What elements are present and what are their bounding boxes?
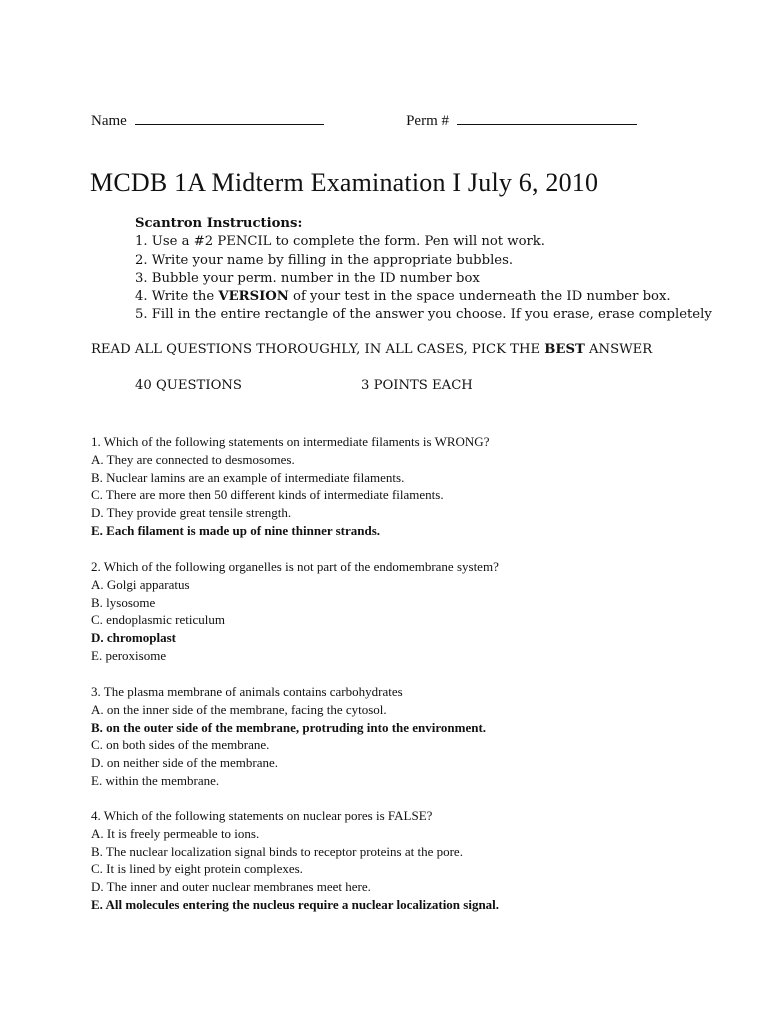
answer-option-correct: E. All molecules entering the nucleus require a nuclear localization signal.: [91, 896, 500, 912]
answer-option: D. The inner and outer nuclear membranes meet here.: [91, 879, 371, 895]
answer-option: A. on the inner side of the membrane, facing the cytosol.: [91, 701, 387, 717]
answer-option: E. within the membrane.: [91, 772, 220, 788]
answer-option: C. endoplasmic reticulum: [91, 612, 225, 628]
instruction-item: 3. Bubble your perm. number in the ID number box: [135, 270, 480, 286]
answer-option: A. They are connected to desmosomes.: [91, 451, 295, 467]
answer-option: B. Nuclear lamins are an example of intermediate filaments.: [91, 469, 405, 485]
question-1: [91, 433, 489, 540]
answer-option-correct: D. chromoplast: [91, 630, 176, 646]
question-stem: 4. Which of the following statements on nuclear pores is FALSE?: [91, 808, 433, 823]
name-blank: [135, 110, 324, 125]
instruction-item: 1. Use a #2 PENCIL to complete the form. Pen will not work.: [135, 234, 545, 250]
instruction-item: 4. Write the VERSION of your test in the space underneath the ID number box.: [135, 289, 671, 305]
answer-option: E. peroxisome: [91, 647, 167, 663]
question-3: [91, 683, 486, 790]
answer-option: D. They provide great tensile strength.: [91, 505, 292, 521]
points-each: 3 POINTS EACH: [361, 378, 473, 393]
question-stem: 2. Which of the following organelles is not part of the endomembrane system?: [91, 559, 499, 574]
question-count: 40 QUESTIONS: [135, 378, 242, 393]
answer-option: B. lysosome: [91, 594, 156, 610]
answer-option: D. on neither side of the membrane.: [91, 755, 278, 771]
question-counts: [135, 378, 473, 393]
instruction-item: 2. Write your name by filling in the appropriate bubbles.: [135, 252, 514, 268]
instructions-heading: Scantron Instructions:: [135, 216, 303, 231]
answer-option-correct: E. Each filament is made up of nine thinner strands.: [91, 522, 381, 538]
perm-blank: [457, 110, 637, 125]
header-fields: [91, 110, 637, 130]
perm-label: Perm #: [406, 113, 449, 129]
question-stem: 3. The plasma membrane of animals contains carbohydrates: [91, 684, 403, 699]
answer-option: C. It is lined by eight protein complexes.: [91, 861, 303, 877]
question-4: [91, 807, 499, 914]
page-title: MCDB 1A Midterm Examination I July 6, 2010: [90, 168, 599, 197]
answer-option: A. Golgi apparatus: [91, 576, 190, 592]
question-stem: 1. Which of the following statements on intermediate filaments is WRONG?: [91, 434, 490, 449]
answer-option: C. There are more then 50 different kinds of intermediate filaments.: [91, 487, 444, 503]
answer-option-correct: B. on the outer side of the membrane, protruding into the environment.: [91, 719, 487, 735]
instruction-item: 5. Fill in the entire rectangle of the answer you choose. If you erase, erase completely: [135, 307, 712, 323]
answer-option: C. on both sides of the membrane.: [91, 737, 270, 753]
name-label: Name: [91, 113, 127, 129]
question-2: [91, 558, 499, 665]
answer-option: B. The nuclear localization signal binds to receptor proteins at the pore.: [91, 843, 463, 859]
scantron-instructions: [135, 215, 712, 325]
read-all-notice: READ ALL QUESTIONS THOROUGHLY, IN ALL CASES, PICK THE BEST ANSWER: [91, 342, 653, 357]
answer-option: A. It is freely permeable to ions.: [91, 825, 260, 841]
